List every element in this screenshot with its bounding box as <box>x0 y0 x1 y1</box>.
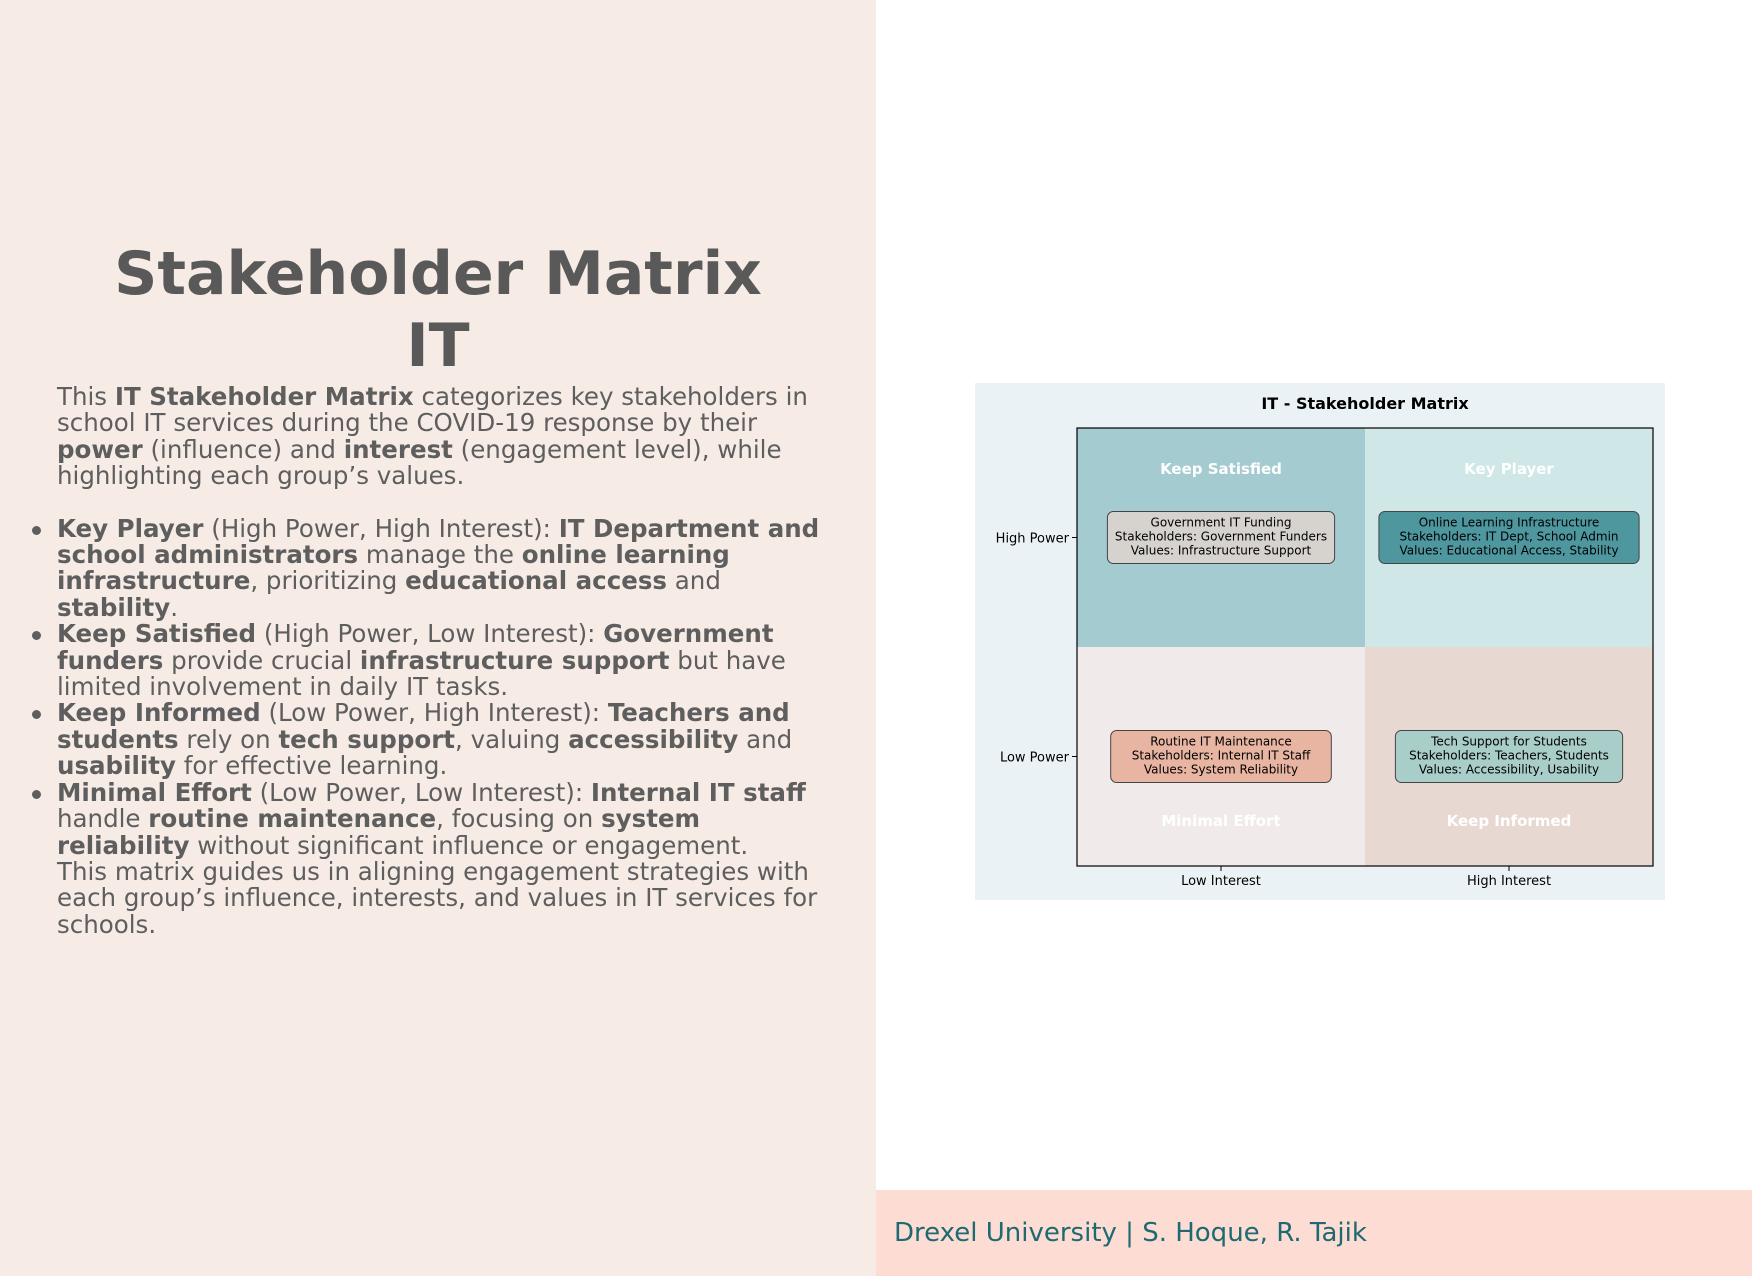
intro-text: (influence) and <box>142 434 344 464</box>
bullet-bold: Minimal Effort <box>57 777 252 807</box>
quadrant-bullets <box>57 513 837 860</box>
stakeholder-matrix-chart <box>975 383 1665 900</box>
bullet-text: , focusing on <box>436 804 602 834</box>
stakeholder-box-line: Government IT Funding <box>1150 515 1292 530</box>
intro-text: categorizes key stakeholders in school IT services during the COVID-19 response by their <box>57 382 808 438</box>
stakeholder-box-line: Routine IT Maintenance <box>1150 734 1292 749</box>
bullet-text: manage the <box>358 540 522 570</box>
closing-paragraph: This matrix guides us in aligning engagement strategies with each group’s influence, interests, and values in IT services for schools. <box>57 856 818 939</box>
bullet-minimal-effort <box>57 777 837 860</box>
quadrant-label-key-player: Key Player <box>1464 460 1554 478</box>
bullet-text: (Low Power, High Interest): <box>260 698 608 728</box>
bullet-bold: usability <box>57 751 176 781</box>
x-tick-label: High Interest <box>1466 874 1552 889</box>
y-tick-label: High Power <box>995 531 1069 547</box>
bullet-text: , prioritizing <box>250 566 406 596</box>
stakeholder-box-line: Tech Support for Students <box>1431 734 1587 749</box>
stakeholder-box-line: Values: Infrastructure Support <box>1130 543 1312 558</box>
quadrant-label-minimal-effort: Minimal Effort <box>1161 812 1281 830</box>
title-line-2: IT <box>406 311 470 381</box>
stakeholder-box-line: Stakeholders: Teachers, Students <box>1409 748 1609 763</box>
stakeholder-box-line: Stakeholders: Government Funders <box>1114 529 1328 544</box>
bullet-bold: stability <box>57 592 171 622</box>
bullet-bold: routine maintenance <box>148 804 437 834</box>
bullet-bold: infrastructure support <box>359 645 670 675</box>
bullet-bold: Teachers and students <box>57 698 790 754</box>
footer-credit: Drexel University | S. Hoque, R. Tajik <box>894 1218 1367 1248</box>
intro-bold: interest <box>343 434 453 464</box>
intro-text: (engagement level), while highlighting each group’s values. <box>57 434 782 491</box>
quadrant-label-keep-satisfied: Keep Satisfied <box>1160 460 1282 478</box>
stakeholder-box-line: Values: Educational Access, Stability <box>1399 543 1619 558</box>
body-text <box>57 384 837 938</box>
bullet-bold: Keep Informed <box>57 698 261 728</box>
stakeholder-box-line: Values: Accessibility, Usability <box>1418 762 1600 777</box>
bullet-text: (High Power, High Interest): <box>203 513 559 543</box>
stakeholder-box-line: Stakeholders: IT Dept, School Admin <box>1399 529 1619 544</box>
bullet-text: but have limited involvement in daily IT tasks. <box>57 645 786 702</box>
chart-title: IT - Stakeholder Matrix <box>1261 394 1469 413</box>
quadrant-label-keep-informed: Keep Informed <box>1446 812 1572 830</box>
stakeholder-box-line: Online Learning Infrastructure <box>1418 515 1600 530</box>
bullet-text: (High Power, Low Interest): <box>256 619 604 649</box>
bullet-bold: system reliability <box>57 804 701 860</box>
bullet-text: handle <box>57 804 149 834</box>
bullet-bold: educational access <box>405 566 667 596</box>
page-title <box>0 238 876 382</box>
bullet-text: (Low Power, Low Interest): <box>251 777 591 807</box>
bullet-bold: Internal IT staff <box>590 777 806 807</box>
matrix-svg <box>975 383 1665 900</box>
bullet-bold: online learning infrastructure <box>57 540 730 596</box>
footer-bar <box>876 1190 1752 1276</box>
bullet-text: without significant influence or engagement. <box>189 830 749 860</box>
intro-bold: IT Stakeholder Matrix <box>114 382 414 411</box>
x-tick-label: Low Interest <box>1181 874 1261 889</box>
bullet-keep-satisfied <box>57 621 837 700</box>
bullet-keep-informed <box>57 700 837 779</box>
bullet-bold: Keep Satisfied <box>57 619 257 649</box>
bullet-text: rely on <box>178 724 279 754</box>
bullet-bold: Key Player <box>57 513 204 543</box>
intro-bold: power <box>57 434 143 464</box>
bullet-text: , valuing <box>455 724 569 754</box>
y-tick-label: Low Power <box>999 750 1069 766</box>
bullet-text: for effective learning. <box>175 751 448 781</box>
bullet-bold: accessibility <box>568 724 739 754</box>
bullet-text: and <box>667 566 721 596</box>
bullet-key-player <box>57 513 837 622</box>
bullet-bold: tech support <box>278 724 455 754</box>
bullet-text: and <box>738 724 793 754</box>
stakeholder-box-line: Stakeholders: Internal IT Staff <box>1131 748 1311 763</box>
bullet-text: . <box>170 592 179 622</box>
intro-text: This <box>57 382 115 411</box>
title-line-1: Stakeholder Matrix <box>114 239 762 309</box>
bullet-bold: Government funders <box>57 619 774 675</box>
stakeholder-box-line: Values: System Reliability <box>1143 762 1299 777</box>
intro-paragraph <box>57 384 837 490</box>
bullet-bold: IT Department and school administrators <box>57 513 820 570</box>
bullet-text: provide crucial <box>163 645 360 675</box>
